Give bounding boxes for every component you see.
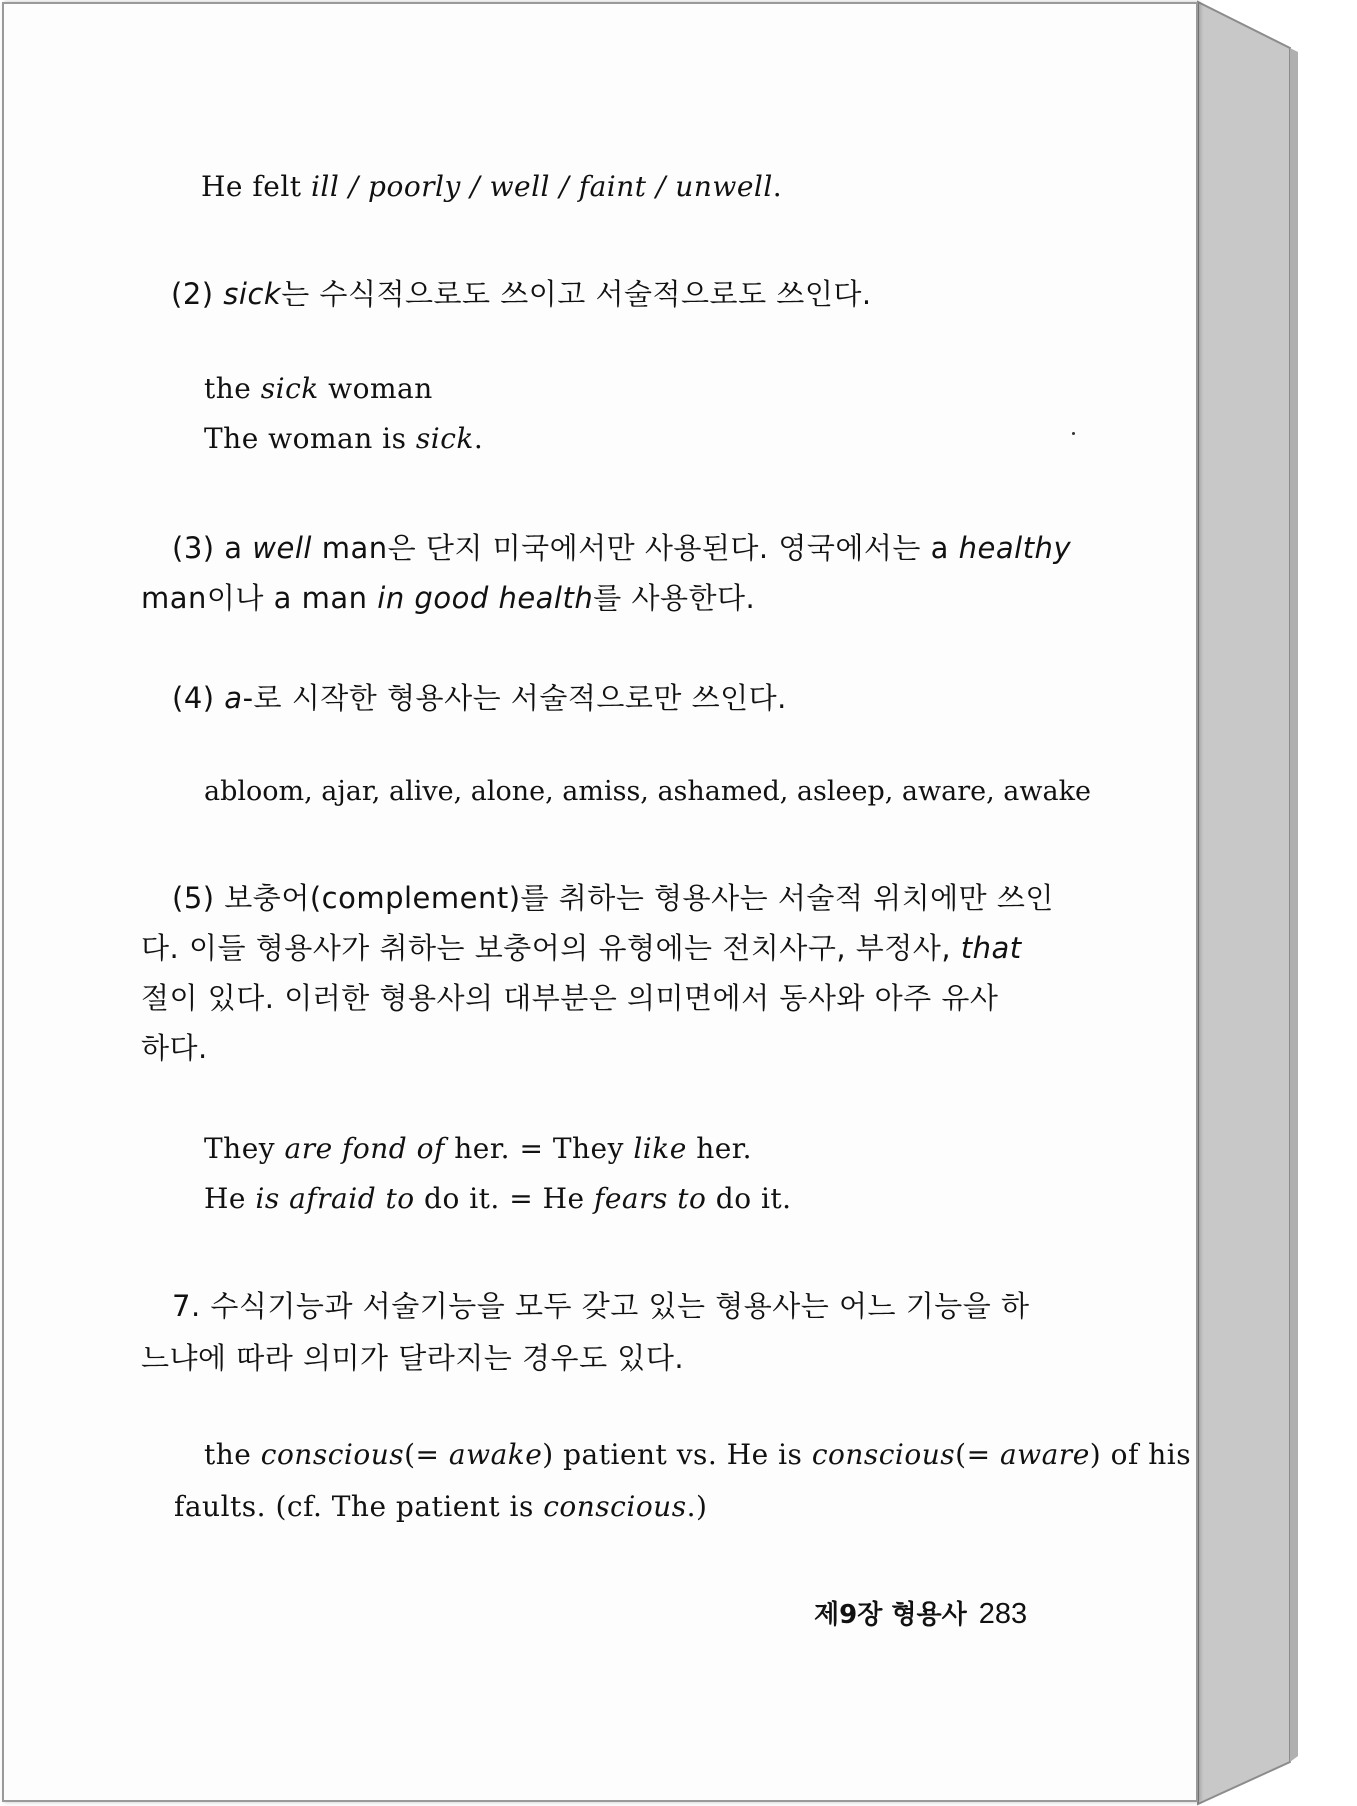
text: abloom, ajar, alive, alone, amiss, ashamed, asleep, aware, awake	[204, 776, 1091, 807]
text: her.	[686, 1132, 753, 1165]
text: her. = They	[444, 1132, 634, 1165]
text: 느냐에 따라 의미가 달라지는 경우도 있다.	[141, 1341, 685, 1375]
book-page	[2, 2, 1198, 1802]
text: 다. 이들 형용사가 취하는 보충어의 유형에는 전치사구, 부정사,	[141, 931, 961, 965]
text: (=	[404, 1438, 449, 1471]
example-felt	[201, 170, 782, 203]
text: (3) a	[172, 531, 253, 565]
text: .	[772, 170, 783, 203]
text: 7. 수식기능과 서술기능을 모두 갖고 있는 형용사는 어느 기능을 하	[172, 1289, 1030, 1323]
section-5-line-3	[141, 976, 998, 1017]
text: .	[473, 422, 484, 455]
text: man은 단지 미국에서만 사용된다. 영국에서는 a	[311, 531, 959, 565]
text: -로 시작한 형용사는 서술적으로만 쓰인다.	[242, 681, 787, 715]
text: 절이 있다. 이러한 형용사의 대부분은 의미면에서 동사와 아주 유사	[141, 981, 999, 1015]
speck	[1072, 432, 1075, 435]
text: the	[204, 372, 261, 405]
section-3-line-1	[172, 526, 1071, 567]
chapter-title: 제9장 형용사	[814, 1600, 967, 1630]
example-fond-of	[204, 1132, 752, 1165]
example-a-adjectives	[204, 776, 1091, 807]
italic-text: ill / poorly / well / faint / unwell	[310, 170, 773, 203]
text: ) patient vs. He is	[542, 1438, 812, 1471]
italic-text: sick	[260, 372, 319, 405]
text: (2)	[171, 277, 224, 311]
italic-text: sick	[415, 422, 474, 455]
italic-text: in good health	[377, 581, 594, 615]
italic-text: fears to	[593, 1182, 707, 1215]
italic-text: conscious	[811, 1438, 956, 1471]
italic-text: a	[224, 681, 243, 715]
example-woman-sick	[204, 422, 483, 455]
text: He	[204, 1182, 256, 1215]
text: (4)	[172, 681, 225, 715]
page-footer	[814, 1594, 1027, 1631]
text: 는 수식적으로도 쓰이고 서술적으로도 쓰인다.	[281, 277, 872, 311]
example-conscious-1	[204, 1438, 1191, 1471]
italic-text: are fond of	[284, 1132, 445, 1165]
text: faults. (cf. The patient is	[174, 1490, 544, 1523]
text: ) of his	[1089, 1438, 1192, 1471]
italic-text: healthy	[958, 531, 1072, 565]
italic-text: is afraid to	[255, 1182, 415, 1215]
italic-text: that	[960, 931, 1022, 965]
text: man이나 a man	[141, 581, 378, 615]
text: The woman is	[204, 422, 416, 455]
text: the	[204, 1438, 261, 1471]
italic-text: conscious	[543, 1490, 687, 1523]
example-sick-woman	[204, 372, 433, 405]
italic-text: like	[633, 1132, 687, 1165]
example-afraid-to	[204, 1182, 792, 1215]
text: (=	[955, 1438, 1000, 1471]
text: 하다.	[141, 1031, 208, 1065]
section-7-line-1	[172, 1284, 1030, 1325]
text: They	[204, 1132, 285, 1165]
italic-text: aware	[999, 1438, 1090, 1471]
text: do it.	[706, 1182, 792, 1215]
section-7-line-2	[141, 1336, 684, 1377]
example-conscious-2	[174, 1490, 707, 1523]
section-5-line-4	[141, 1026, 208, 1067]
text: .)	[686, 1490, 708, 1523]
text: woman	[318, 372, 433, 405]
text: (5) 보충어(complement)를 취하는 형용사는 서술적 위치에만 쓰인	[172, 881, 1054, 915]
page-number: 283	[978, 1598, 1028, 1630]
section-3-line-2	[141, 576, 755, 617]
section-5-line-2	[141, 926, 1022, 967]
section-2-heading	[171, 272, 872, 313]
text: 를 사용한다.	[593, 581, 756, 615]
italic-text: sick	[223, 277, 282, 311]
italic-text: well	[252, 531, 312, 565]
italic-text: conscious	[260, 1438, 405, 1471]
italic-text: awake	[448, 1438, 543, 1471]
section-4-heading	[172, 676, 787, 717]
text: do it. = He	[414, 1182, 594, 1215]
text: He felt	[201, 170, 311, 203]
section-5-line-1	[172, 876, 1054, 917]
